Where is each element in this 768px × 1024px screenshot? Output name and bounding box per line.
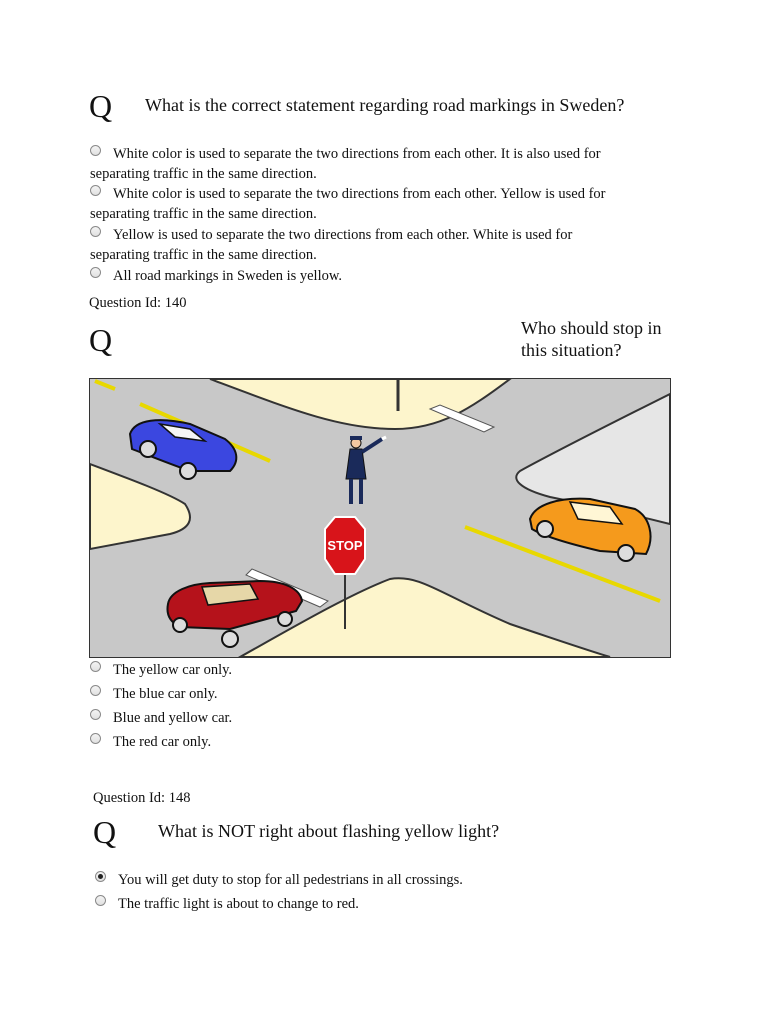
question-marker: Q (93, 814, 117, 850)
question-text: What is the correct statement regarding road markings in Sweden? (145, 95, 625, 115)
radio-button[interactable] (90, 267, 101, 278)
radio-button[interactable] (90, 685, 101, 696)
answer-option[interactable]: The red car only. (90, 732, 211, 752)
answer-option[interactable]: All road markings in Sweden is yellow. (90, 266, 342, 286)
answer-option[interactable]: The yellow car only. (90, 660, 232, 680)
radio-button-selected[interactable] (95, 871, 106, 882)
radio-button[interactable] (90, 733, 101, 744)
answer-option[interactable]: The traffic light is about to change to red. (95, 894, 359, 914)
answer-option[interactable]: The blue car only. (90, 684, 218, 704)
question-marker: Q (89, 322, 113, 358)
answer-option[interactable]: You will get duty to stop for all pedestrians in all crossings. (95, 870, 463, 890)
answer-option[interactable]: Blue and yellow car. (90, 708, 232, 728)
question-text: Who should stop in this situation? (521, 318, 662, 360)
radio-button[interactable] (90, 709, 101, 720)
radio-button[interactable] (90, 661, 101, 672)
question-id: Question Id: 140 (89, 295, 187, 311)
question-text: What is NOT right about flashing yellow light? (158, 821, 500, 841)
intersection-illustration (89, 378, 671, 658)
answer-option[interactable]: Yellow is used to separate the two directions from each other. White is used for separating traffic in the same direction. (90, 227, 573, 263)
question-marker: Q (89, 88, 113, 124)
radio-button[interactable] (95, 895, 106, 906)
question-id: Question Id: 148 (93, 790, 191, 806)
radio-button[interactable] (90, 226, 101, 237)
radio-button[interactable] (90, 145, 101, 156)
answer-option[interactable]: White color is used to separate the two directions from each other. Yellow is used for separating traffic in the same direction. (90, 186, 606, 222)
answer-option[interactable]: White color is used to separate the two directions from each other. It is also used for separating traffic in the same direction. (90, 146, 601, 182)
radio-button[interactable] (90, 185, 101, 196)
stop-sign-text: STOP (327, 538, 363, 553)
